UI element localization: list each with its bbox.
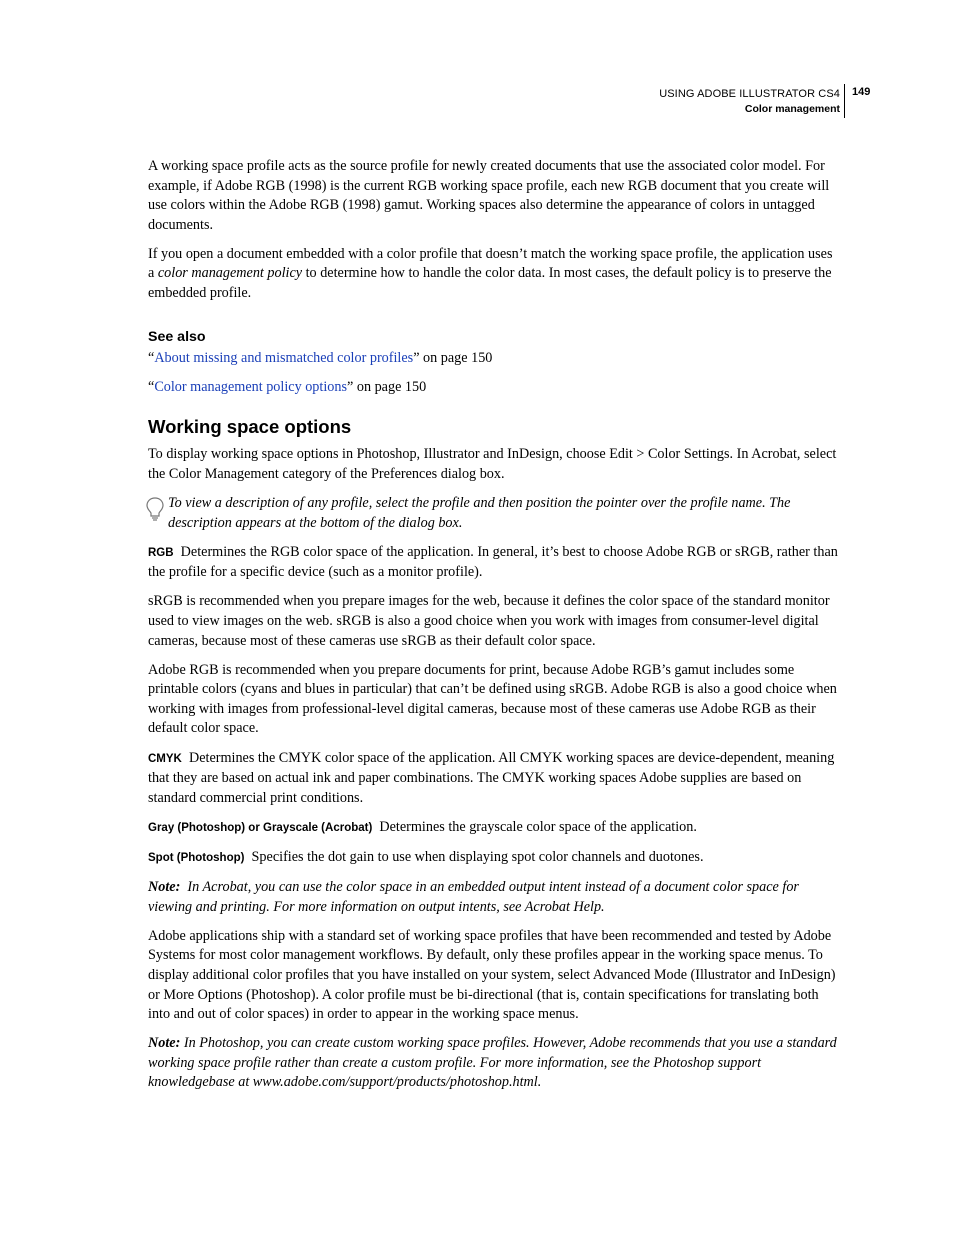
book-title: USING ADOBE ILLUSTRATOR CS4 bbox=[659, 88, 840, 100]
chapter-title: Color management bbox=[744, 103, 840, 115]
link-policy-options[interactable]: Color management policy options bbox=[154, 378, 347, 395]
rgb-term: RGB bbox=[148, 546, 174, 559]
see-also-item: “Color management policy options” on page 150 bbox=[148, 378, 427, 395]
cmyk-term: CMYK bbox=[148, 752, 182, 765]
section-heading: Working space options bbox=[148, 416, 352, 438]
see-also-item: “About missing and mismatched color profiles” on page 150 bbox=[148, 349, 493, 366]
srgb-paragraph: sRGB is recommended when you prepare images for the web, because it defines the color space of the standard monitor used to view images on the web. sRGB is also a good choice when you work with images from consumer-level digital cameras, because most of these cameras use sRGB as their default color space. bbox=[148, 593, 830, 649]
cmyk-definition: CMYK Determines the CMYK color space of the application. All CMYK working spaces are device-dependent, meaning that they are based on actual ink and paper combinations. The CMYK working spaces Adobe supplies are based on standard commercial print conditions. bbox=[148, 749, 835, 806]
see-also-heading: See also bbox=[148, 328, 206, 345]
note-label: Note: bbox=[148, 1035, 181, 1052]
rgb-definition: RGB Determines the RGB color space of the application. In general, it’s best to choose Adobe RGB or sRGB, rather than the profile for a specific device (such as a monitor profile). bbox=[148, 543, 838, 581]
running-head bbox=[659, 87, 840, 117]
policy-term: color management policy bbox=[157, 265, 303, 282]
link-missing-mismatched-profiles[interactable]: About missing and mismatched color profiles bbox=[154, 349, 414, 366]
gray-term: Gray (Photoshop) or Grayscale (Acrobat) bbox=[148, 821, 373, 834]
lightbulb-icon bbox=[145, 496, 165, 522]
section-intro: To display working space options in Photoshop, Illustrator and InDesign, choose Edit > Color Settings. In Acrobat, select the Color Management category of the Preferences dialog box. bbox=[148, 446, 837, 482]
header-divider bbox=[844, 84, 845, 118]
intro-paragraph-2: If you open a document embedded with a color profile that doesn’t match the working space profile, the application uses a color management policy to determine how to handle the color data. In most cases, the default policy is to preserve the embedded profile. bbox=[148, 245, 833, 302]
profiles-paragraph: Adobe applications ship with a standard set of working space profiles that have been recommended and tested by Adobe Systems for most color management workflows. By default, only these profiles appear in the working space menus. To display additional color profiles that you have installed on your system, select Advanced Mode (Illustrator and InDesign) or More Options (Photoshop). A color profile must be bi-directional (that is, contain specifications for translating both into and out of color spaces) in order to appear in the working space menus. bbox=[148, 927, 836, 1023]
spot-term: Spot (Photoshop) bbox=[148, 851, 245, 864]
note-acrobat: Note: In Acrobat, you can use the color space in an embedded output intent instead of a document color space for viewing and printing. For more information on output intents, see Acrobat Help. bbox=[148, 879, 799, 915]
intro-paragraph-1: A working space profile acts as the source profile for newly created documents that use the associated color model. For example, if Adobe RGB (1998) is the current RGB working space profile, each new RGB document that you create will use colors within the Adobe RGB (1998) gamut. Working spaces also determine the appearance of colors in untagged documents. bbox=[148, 158, 830, 233]
spot-definition: Spot (Photoshop) Specifies the dot gain to use when displaying spot color channels and duotones. bbox=[148, 848, 704, 865]
main-content bbox=[148, 157, 840, 1102]
page-number: 149 bbox=[852, 86, 871, 98]
adobe-rgb-paragraph: Adobe RGB is recommended when you prepare documents for print, because Adobe RGB’s gamut includes some printable colors (cyans and blues in particular) that can’t be defined using sRGB. Adobe RGB is also a good choice when working with images from professional-level digital cameras, because most of these cameras use Adobe RGB as their default color space. bbox=[148, 661, 837, 737]
tip-paragraph: To view a description of any profile, select the profile and then position the pointer over the profile name. The description appears at the bottom of the dialog box. bbox=[148, 494, 840, 533]
note-label: Note: bbox=[148, 879, 181, 896]
gray-definition: Gray (Photoshop) or Grayscale (Acrobat) Determines the grayscale color space of the application. bbox=[148, 818, 697, 835]
note-photoshop: Note: In Photoshop, you can create custom working space profiles. However, Adobe recommends that you use a standard working space profile rather than create a custom profile. For more information, see the Photoshop support knowledgebase at www.adobe.com/support/products/photoshop.html. bbox=[148, 1035, 837, 1091]
